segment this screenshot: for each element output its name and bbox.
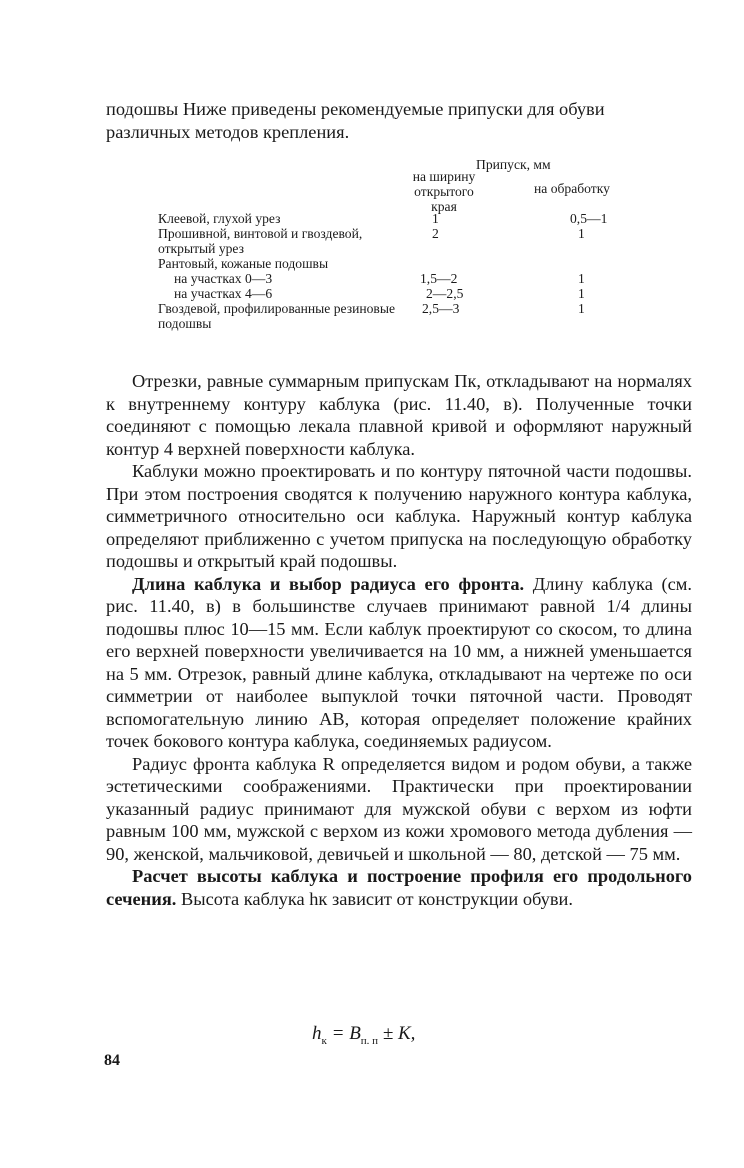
row-value1: 2 — [432, 226, 439, 241]
row-value2: 1 — [578, 226, 585, 241]
body-text — [106, 370, 692, 910]
section-heading: Длина каблука и выбор радиуса его фронта. — [132, 573, 525, 594]
formula-rhs: B — [349, 1023, 361, 1044]
table-row — [158, 301, 638, 331]
paragraph: Каблуки можно проектировать и по контуру пяточной части подошвы. При этом построения сводятся к получению наружного контура каблука, симметричного относительно оси каблука. Наружный контур каблука определяют приближенно с учетом припуска на последующую обработку подошвы и открытый край подошвы. — [106, 461, 692, 571]
row-value1: 1,5—2 — [420, 271, 458, 286]
paragraph-text: Длину каблука (см. рис. 11.40, в) в большинстве случаев принимают равной 1/4 длины подошвы плюс 10—15 мм. Если каблук проектируют со скосом, то длина его верхней поверхности увеличивается на 10 мм, а нижней уменьшается на 5 мм. Отрезок, равный длине каблука, откладывают на чертеже по оси симметрии от наиболее выпуклой точки пяточной части. Проводят вспомогательную линию АВ, которая определяет положение крайних точек бокового контура каблука, соединяемых радиусом. — [106, 573, 692, 751]
row-value2: 1 — [578, 286, 585, 301]
paragraph: Отрезки, равные суммарным припускам Пк, откладывают на нормалях к внутреннему контуру каблука (рис. 11.40, в). Полученные точки соединяют с помощью лекала плавной кривой и оформляют наружный контур 4 верхней поверхности каблука. — [106, 371, 692, 459]
header-main: Припуск, мм — [476, 157, 551, 172]
row-value2: 1 — [578, 271, 585, 286]
formula-op: = — [326, 1023, 350, 1044]
table-row — [158, 211, 638, 226]
row-value2: 0,5—1 — [570, 211, 608, 226]
table-row — [158, 286, 638, 301]
paragraph — [106, 573, 692, 753]
row-name: Клеевой, глухой урез — [158, 211, 281, 226]
paragraph-text: Высота каблука hк зависит от конструкции обуви. — [176, 888, 573, 909]
table-header — [158, 157, 638, 214]
header-col1: на ширину открытого края — [412, 169, 476, 214]
header-col2: на обработку — [534, 181, 610, 196]
row-value1: 1 — [432, 211, 439, 226]
row-name: Гвоздевой, профилированные резиновые подошвы — [158, 301, 396, 331]
intro-paragraph: подошвы Ниже приведены рекомендуемые припуски для обуви различных методов крепления. — [106, 99, 605, 142]
paragraph — [106, 865, 692, 910]
row-name: на участках 0—3 — [174, 271, 273, 286]
heel-height-formula — [312, 1023, 415, 1047]
formula-tail: ± K, — [378, 1023, 416, 1044]
intro-text — [106, 98, 692, 143]
formula-rhs-sub: п. п — [360, 1034, 379, 1047]
row-name: Прошивной, винтовой и гвоздевой, открытый урез — [158, 226, 363, 256]
table-row — [158, 256, 638, 271]
formula-lhs: h — [312, 1023, 322, 1044]
page-number: 84 — [104, 1052, 120, 1069]
formula-lhs-sub: к — [321, 1034, 327, 1047]
paragraph: Радиус фронта каблука R определяется видом и родом обуви, а также эстетическими соображениями. Практически при проектировании указанный радиус принимают для мужской обуви с верхом из юфти равным 100 мм, мужской с верхом из кожи хромового метода дубления — 90, женской, мальчиковой, девичьей и школьной — 80, детской — 75 мм. — [106, 753, 692, 864]
row-value1: 2,5—3 — [422, 301, 460, 316]
allowance-table — [158, 157, 638, 331]
row-name: на участках 4—6 — [174, 286, 273, 301]
row-name: Рантовый, кожаные подошвы — [158, 256, 329, 271]
table-row — [158, 226, 638, 256]
section-heading: Расчет высоты каблука и построение профиля его продольного сечения. — [106, 866, 692, 909]
row-value1: 2—2,5 — [426, 286, 464, 301]
row-value2: 1 — [578, 301, 585, 316]
table-row — [158, 271, 638, 286]
